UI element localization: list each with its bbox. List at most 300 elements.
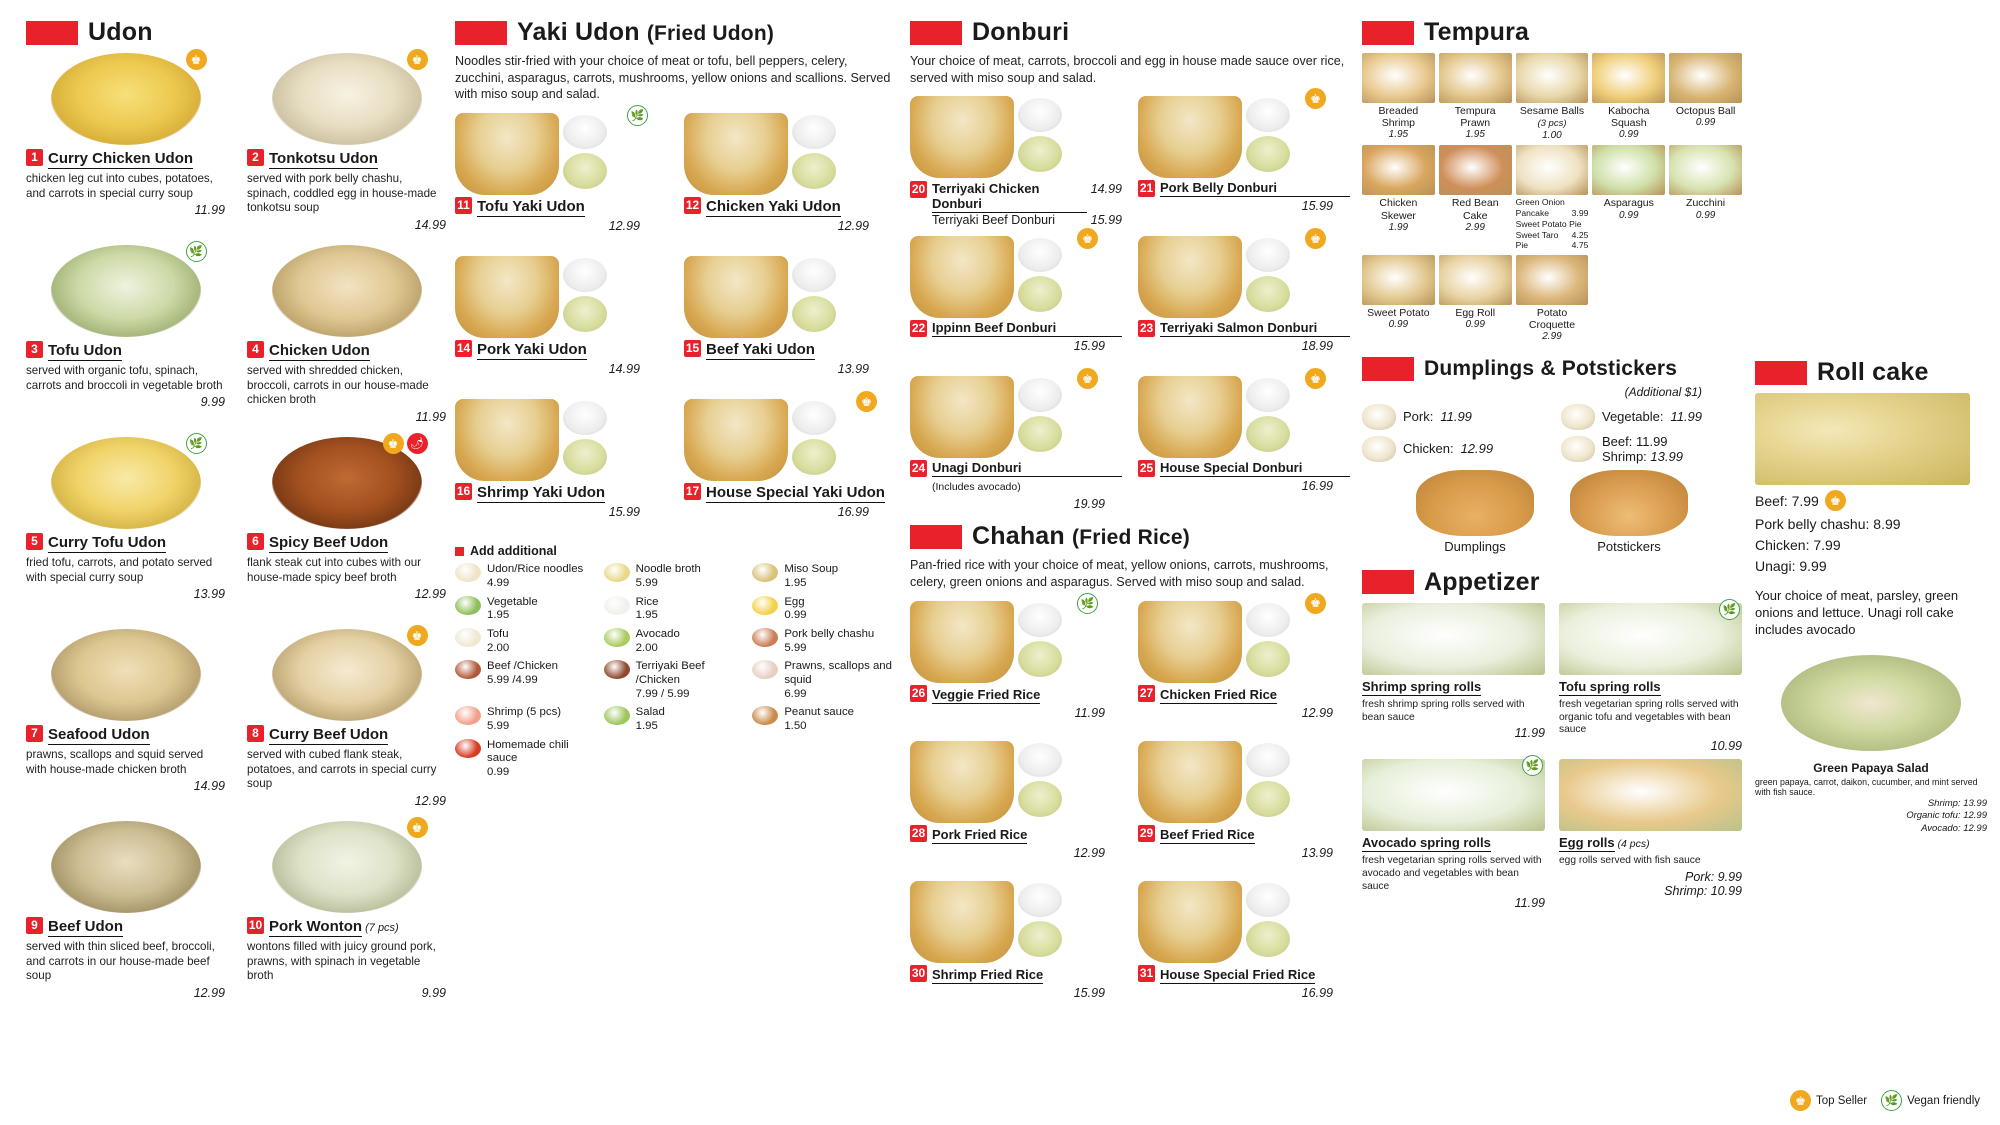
ingredient-name: Pork belly chashu xyxy=(784,627,875,640)
papaya-block xyxy=(1755,761,1987,835)
item-name: Terriyaki Chicken Donburi xyxy=(932,181,1087,213)
item-name: Zucchini xyxy=(1686,197,1726,210)
leaf-icon: 🌿 xyxy=(1881,1090,1902,1111)
dumpling-label: Vegetable: xyxy=(1602,409,1664,425)
item-name: Red Bean Cake xyxy=(1451,197,1499,222)
item-price: 14.99 xyxy=(414,217,446,232)
ingredient-name: Tofu xyxy=(487,627,509,640)
udon-photo xyxy=(272,245,422,337)
dumpling-price: 11.99 xyxy=(1440,409,1472,425)
yaki-item[interactable] xyxy=(455,254,666,395)
item-name: Egg rolls xyxy=(1559,835,1615,851)
udon-item-grid xyxy=(26,53,446,1009)
leaf-icon: 🌿 xyxy=(1522,755,1543,776)
appetizer-item[interactable] xyxy=(1362,603,1545,754)
chahan-photo xyxy=(1138,599,1328,685)
crown-icon: ♚ xyxy=(1305,88,1326,109)
section-tempura-dumplings-appetizer xyxy=(1362,18,1742,910)
item-price-2: 4.25 xyxy=(1571,229,1589,240)
yaki-photo xyxy=(684,397,874,483)
add-additional-item xyxy=(455,706,598,733)
ingredient-icon xyxy=(604,628,630,647)
item-name: House Special Yaki Udon xyxy=(706,484,885,502)
yaki-item[interactable] xyxy=(455,397,666,538)
donburi-photo xyxy=(910,94,1100,180)
item-name-suffix: (3 pcs) xyxy=(1537,118,1567,130)
crown-icon: ♚ xyxy=(407,817,428,838)
yaki-item[interactable] xyxy=(684,394,895,538)
item-description: served with thin sliced beef, broccoli, and carrots in our house-made beef soup xyxy=(26,940,215,983)
item-name: Avocado spring rolls xyxy=(1362,835,1491,851)
tempura-photo xyxy=(1592,53,1665,103)
chahan-title-sub: (Fried Rice) xyxy=(1072,526,1190,550)
item-number: 17 xyxy=(685,484,700,499)
crown-icon: ♚ xyxy=(383,433,404,454)
item-price: 11.99 xyxy=(415,409,446,424)
item-price: 0.99 xyxy=(1465,319,1485,331)
tempura-item[interactable] xyxy=(1516,255,1589,343)
udon-photo xyxy=(51,53,201,145)
ingredient-price: 0.99 xyxy=(487,766,510,779)
yaki-title-main: Yaki Udon xyxy=(517,18,640,46)
item-name-suffix: (7 pcs) xyxy=(362,922,399,934)
donburi-item[interactable] xyxy=(910,371,1122,512)
ingredient-icon xyxy=(604,706,630,725)
ingredient-name: Noodle broth xyxy=(635,563,701,576)
item-name: Curry Chicken Udon xyxy=(48,150,194,167)
chahan-item[interactable] xyxy=(910,599,1122,737)
udon-photo-wrap xyxy=(51,629,201,721)
ingredient-price: 1.50 xyxy=(784,720,807,733)
item-price: 15.99 xyxy=(1073,339,1105,354)
donburi-photo-wrap xyxy=(910,231,1122,320)
chahan-photo-wrap xyxy=(910,739,1122,825)
item-description: flank steak cut into cubes with our house-made spicy beef broth xyxy=(247,556,421,584)
item-price: 1.95 xyxy=(1388,129,1409,141)
ingredient-name: Terriyaki Beef /Chicken xyxy=(635,660,705,687)
item-number: 31 xyxy=(1139,965,1154,980)
item-price: 12.99 xyxy=(1073,845,1105,860)
item-price: 2.99 xyxy=(1465,221,1485,233)
crown-icon: ♚ xyxy=(1790,1090,1811,1111)
item-price: 10.99 xyxy=(1710,739,1742,754)
tempura-header xyxy=(1362,18,1742,47)
item-price: 1.95 xyxy=(1465,129,1485,141)
appetizer-photo xyxy=(1559,603,1742,675)
item-description: egg rolls served with fish sauce xyxy=(1559,855,1701,867)
ingredient-icon xyxy=(752,596,778,615)
crown-icon: ♚ xyxy=(407,49,428,70)
ingredient-price: 2.00 xyxy=(635,641,658,654)
item-name: Sweet Potato xyxy=(1367,307,1430,320)
ingredient-icon xyxy=(752,628,778,647)
papaya-prices xyxy=(1755,798,1987,835)
udon-photo xyxy=(272,53,422,145)
item-price: 15.99 xyxy=(1301,199,1333,214)
dumplings-photos xyxy=(1362,470,1742,554)
leaf-icon: 🌿 xyxy=(1077,593,1098,614)
donburi-photo xyxy=(910,234,1100,320)
chahan-photo xyxy=(910,739,1100,825)
add-additional-header xyxy=(455,544,895,558)
dumplings-photo xyxy=(1416,470,1534,536)
item-price: 0.99 xyxy=(1388,319,1409,331)
ingredient-name: Udon/Rice noodles xyxy=(487,563,584,576)
section-yaki-udon xyxy=(455,18,895,780)
yaki-photo xyxy=(455,254,645,340)
tempura-photo xyxy=(1362,255,1435,305)
rollcake-label: Unagi: 9.99 xyxy=(1755,558,1827,574)
udon-photo-wrap xyxy=(272,629,422,721)
yaki-item[interactable] xyxy=(684,254,895,395)
item-number: 4 xyxy=(247,341,264,358)
item-price: Pork: 9.99 Shrimp: 10.99 xyxy=(1664,870,1742,899)
legend-item xyxy=(1881,1090,1980,1111)
udon-photo-wrap xyxy=(51,821,201,913)
udon-item[interactable] xyxy=(26,245,225,433)
udon-item[interactable] xyxy=(26,821,225,1009)
udon-item[interactable] xyxy=(247,821,446,1009)
item-name: Potato Croquette xyxy=(1528,307,1576,332)
item-price: 9.99 xyxy=(421,985,446,1000)
tempura-item[interactable] xyxy=(1362,145,1435,251)
papaya-price: Organic tofu: 12.99 xyxy=(1906,810,1987,822)
item-price: 14.99 xyxy=(1090,182,1122,197)
item-number: 27 xyxy=(1139,685,1154,700)
yaki-item-grid xyxy=(455,111,895,538)
ingredient-name: Vegetable xyxy=(487,595,538,608)
red-bar-icon xyxy=(26,21,78,45)
udon-photo xyxy=(51,629,201,721)
tempura-item[interactable] xyxy=(1592,53,1665,141)
item-name: Curry Beef Udon xyxy=(269,726,389,743)
rollcake-note: Your choice of meat, parsley, green onions and lettuce. Unagi roll cake includes avocado xyxy=(1755,588,1959,637)
item-price: 18.99 xyxy=(1301,339,1333,354)
appetizer-item[interactable] xyxy=(1559,759,1742,910)
item-description: fresh vegetarian spring rolls served with organic tofu and vegetables with bean sauce xyxy=(1559,698,1739,736)
add-additional-item xyxy=(604,706,747,733)
legend-item xyxy=(1790,1090,1867,1111)
legend-label: Top Seller xyxy=(1815,1094,1868,1107)
rollcake-label: Beef: 7.99 xyxy=(1755,492,1819,509)
yaki-item[interactable] xyxy=(455,111,666,252)
dumpling-price: 12.99 xyxy=(1460,441,1494,457)
ingredient-price: 2.00 xyxy=(487,641,510,654)
item-name: Green Onion Pancake 3.99 xyxy=(1515,197,1589,219)
dumpling-label: Pork: xyxy=(1403,409,1434,425)
yaki-photo-wrap xyxy=(455,111,666,197)
dumpling-price: 11.99 xyxy=(1670,409,1703,425)
red-bar-icon xyxy=(1362,357,1414,381)
tempura-photo xyxy=(1439,145,1512,195)
add-additional-item xyxy=(604,628,747,655)
papaya-desc: green papaya, carrot, daikon, cucumber, and mint served with fish sauce. xyxy=(1755,776,1978,798)
papaya-price: Avocado: 12.99 xyxy=(1921,822,1987,834)
tempura-item[interactable] xyxy=(1669,145,1742,251)
item-price: 16.99 xyxy=(837,505,869,520)
item-price: 9.99 xyxy=(200,395,225,410)
udon-title: Udon xyxy=(88,18,153,46)
item-name: Curry Tofu Udon xyxy=(48,534,167,551)
dumpling-photo xyxy=(1561,436,1595,462)
udon-item[interactable] xyxy=(247,629,446,817)
item-description: chicken leg cut into cubes, potatoes, and carrots in special curry soup xyxy=(26,172,213,200)
rollcake-price-line xyxy=(1755,516,1987,532)
item-number: 8 xyxy=(247,725,264,742)
chahan-item[interactable] xyxy=(910,879,1122,1017)
dumpling-price-row xyxy=(1362,404,1543,430)
donburi-item[interactable] xyxy=(910,231,1122,372)
item-name: Kabocha Squash xyxy=(1608,105,1650,130)
tempura-item[interactable] xyxy=(1516,145,1589,251)
leaf-icon: 🌿 xyxy=(186,433,207,454)
ingredient-name: Rice xyxy=(635,595,659,608)
chahan-photo xyxy=(910,879,1100,965)
yaki-title-sub: (Fried Udon) xyxy=(646,22,775,45)
appetizer-item[interactable] xyxy=(1559,603,1742,754)
item-name: Egg Roll xyxy=(1455,307,1496,320)
tempura-item[interactable] xyxy=(1362,53,1435,141)
chahan-item[interactable] xyxy=(910,739,1122,877)
donburi-item[interactable] xyxy=(1138,231,1350,372)
donburi-description: Your choice of meat, carrots, broccoli and egg in house made sauce over rice, served with miso soup and salad. xyxy=(910,54,1345,85)
add-additional-block xyxy=(455,544,895,780)
add-additional-title: Add additional xyxy=(470,544,557,559)
udon-item[interactable] xyxy=(247,53,446,241)
tempura-photo xyxy=(1362,145,1435,195)
leaf-icon: 🌿 xyxy=(186,241,207,262)
ingredient-price: 5.99 xyxy=(784,641,807,654)
crown-icon: ♚ xyxy=(1305,593,1326,614)
red-square-icon xyxy=(455,547,464,556)
ingredient-name: Beef /Chicken xyxy=(487,660,558,673)
ingredient-price: 5.99 /4.99 xyxy=(487,674,538,687)
dumplings-title: Dumplings & Potstickers xyxy=(1424,356,1678,380)
dumpling-price-row xyxy=(1561,434,1742,464)
ingredient-price: 0.99 xyxy=(784,609,807,622)
item-name: Ippinn Beef Donburi xyxy=(932,320,1122,337)
red-bar-icon xyxy=(455,21,507,45)
item-number: 23 xyxy=(1139,321,1154,336)
item-name: Pork Belly Donburi xyxy=(1160,180,1350,197)
chahan-photo-wrap xyxy=(1138,596,1350,685)
item-name: Shrimp spring rolls xyxy=(1362,678,1482,694)
item-name: Tofu Yaki Udon xyxy=(477,198,585,216)
tempura-item[interactable] xyxy=(1439,53,1512,141)
ingredient-icon xyxy=(604,660,630,679)
yaki-photo xyxy=(455,111,645,197)
item-name: Asparagus xyxy=(1603,197,1654,210)
item-number: 25 xyxy=(1139,461,1154,476)
yaki-photo-wrap xyxy=(684,394,895,483)
item-name: Spicy Beef Udon xyxy=(269,534,389,551)
ingredient-icon xyxy=(455,596,481,615)
add-additional-item xyxy=(752,660,895,701)
rollcake-label: Chicken: 7.99 xyxy=(1755,537,1841,553)
ingredient-icon xyxy=(752,660,778,679)
tempura-item[interactable] xyxy=(1669,53,1742,141)
crown-icon: ♚ xyxy=(1305,368,1326,389)
tempura-item[interactable] xyxy=(1516,53,1589,141)
chahan-header xyxy=(910,522,1350,551)
donburi-item[interactable] xyxy=(1138,371,1350,512)
red-bar-icon xyxy=(1755,361,1807,385)
item-price: 12.99 xyxy=(414,793,446,808)
item-number: 5 xyxy=(26,533,43,550)
appetizer-photo xyxy=(1362,759,1545,831)
ingredient-price: 1.95 xyxy=(635,609,658,622)
yaki-description: Noodles stir-fried with your choice of meat or tofu, bell peppers, celery, zucchini, asparagus, carrots, mushrooms, yellow onions and scallions. Served with miso soup and salad. xyxy=(455,54,891,102)
ingredient-name: Egg xyxy=(784,595,805,608)
section-roll-cake xyxy=(1755,18,1987,835)
yaki-title xyxy=(517,18,774,47)
add-additional-item xyxy=(455,596,598,623)
dumplings-note: (Additional $1) xyxy=(1624,384,1702,399)
ingredient-icon xyxy=(752,706,778,725)
rollcake-label: Pork belly chashu: 8.99 xyxy=(1755,516,1901,532)
add-additional-item xyxy=(752,563,895,590)
item-name: Breaded Shrimp xyxy=(1378,105,1419,130)
item-price: 19.99 xyxy=(1073,497,1105,512)
item-name: Beef Udon xyxy=(48,918,123,935)
item-price: 11.99 xyxy=(1514,895,1545,910)
legend xyxy=(1790,1090,1980,1111)
item-name: Chicken Fried Rice xyxy=(1160,686,1278,702)
appetizer-item[interactable] xyxy=(1362,759,1545,910)
rollcake-title: Roll cake xyxy=(1817,358,1929,386)
udon-item[interactable] xyxy=(26,629,225,817)
udon-photo-wrap xyxy=(51,53,201,145)
tempura-item[interactable] xyxy=(1439,145,1512,251)
red-bar-icon xyxy=(910,21,962,45)
udon-photo xyxy=(51,821,201,913)
item-description: served with cubed flank steak, potatoes, and carrots in special curry soup xyxy=(247,748,437,791)
donburi-item-grid xyxy=(910,91,1350,512)
item-name: Octopus Ball xyxy=(1675,105,1736,117)
red-bar-icon xyxy=(910,525,962,549)
donburi-photo xyxy=(1138,234,1328,320)
item-number: 10 xyxy=(248,918,263,932)
ingredient-icon xyxy=(604,596,630,615)
udon-photo xyxy=(272,629,422,721)
item-name-2: Sweet Potato Pie 4.25 xyxy=(1515,218,1589,240)
leaf-icon: 🌿 xyxy=(1719,599,1740,620)
item-name: Shrimp Yaki Udon xyxy=(477,484,606,502)
rollcake-header xyxy=(1755,358,1987,387)
item-number: 6 xyxy=(247,533,264,550)
ingredient-name: Shrimp (5 pcs) xyxy=(487,706,562,719)
papaya-price: Shrimp: 13.99 xyxy=(1927,798,1987,810)
add-additional-grid xyxy=(455,563,895,780)
item-number: 29 xyxy=(1139,825,1154,840)
item-price-3: 4.75 xyxy=(1571,240,1589,251)
tempura-item[interactable] xyxy=(1439,255,1512,343)
item-description: prawns, scallops and squid served with house-made chicken broth xyxy=(26,748,204,776)
appetizer-header xyxy=(1362,568,1742,597)
chahan-photo-wrap xyxy=(910,879,1122,965)
add-additional-item xyxy=(752,596,895,623)
item-price: 2.99 xyxy=(1542,331,1562,343)
add-additional-item xyxy=(455,739,598,780)
donburi-photo xyxy=(1138,374,1328,460)
donburi-item[interactable] xyxy=(910,94,1122,232)
item-number: 7 xyxy=(26,725,43,742)
item-number: 24 xyxy=(911,461,926,476)
item-price: 0.99 xyxy=(1695,117,1716,129)
yaki-photo-wrap xyxy=(684,254,895,340)
item-price: 13.99 xyxy=(837,362,869,377)
yaki-photo-wrap xyxy=(684,111,895,197)
add-additional-item xyxy=(455,628,598,655)
chahan-photo-wrap xyxy=(1138,879,1350,965)
yaki-photo xyxy=(455,397,645,483)
yaki-photo xyxy=(684,111,874,197)
item-name: Pork Wonton xyxy=(269,918,363,935)
udon-photo-wrap xyxy=(272,437,422,529)
crown-icon: ♚ xyxy=(1305,228,1326,249)
dumpling-photo xyxy=(1561,404,1595,430)
donburi-photo-wrap xyxy=(1138,231,1350,320)
udon-item[interactable] xyxy=(26,437,225,625)
donburi-item[interactable] xyxy=(1138,91,1350,232)
papaya-title: Green Papaya Salad xyxy=(1813,760,1929,775)
ingredient-price: 7.99 / 5.99 xyxy=(635,687,690,700)
add-additional-item xyxy=(604,660,747,701)
crown-icon: ♚ xyxy=(186,49,207,70)
tempura-photo xyxy=(1439,53,1512,103)
tempura-photo xyxy=(1362,53,1435,103)
chahan-photo-wrap xyxy=(910,599,1122,685)
dumpling-label: Chicken: xyxy=(1403,441,1454,457)
chahan-item[interactable] xyxy=(1138,596,1350,737)
red-bar-icon xyxy=(1362,21,1414,45)
ingredient-name: Homemade chili sauce xyxy=(487,738,569,765)
add-additional-item xyxy=(455,660,598,701)
item-price-alt: 15.99 xyxy=(1090,213,1122,228)
yaki-item[interactable] xyxy=(684,111,895,252)
item-price: 0.99 xyxy=(1695,209,1716,221)
tempura-photo xyxy=(1592,145,1665,195)
rollcake-prices xyxy=(1755,490,1987,574)
add-additional-item xyxy=(604,596,747,623)
ingredient-name: Peanut sauce xyxy=(784,706,854,719)
item-name: Pork Yaki Udon xyxy=(477,341,587,359)
item-number: 22 xyxy=(911,321,926,336)
udon-item[interactable] xyxy=(247,437,446,625)
item-name: Sesame Balls (3 pcs) xyxy=(1519,105,1585,130)
chahan-item[interactable] xyxy=(1138,739,1350,877)
chahan-item[interactable] xyxy=(1138,879,1350,1017)
dumpling-photo xyxy=(1362,404,1396,430)
tempura-item[interactable] xyxy=(1592,145,1665,251)
item-description: wontons filled with juicy ground pork, prawns, with spinach in vegetable broth xyxy=(247,940,436,983)
tempura-grid xyxy=(1362,53,1742,343)
item-price: 15.99 xyxy=(608,505,640,520)
chahan-photo xyxy=(1138,879,1328,965)
tempura-photo xyxy=(1669,145,1742,195)
crown-icon: ♚ xyxy=(1825,490,1846,511)
udon-item[interactable] xyxy=(26,53,225,241)
udon-photo xyxy=(51,245,201,337)
item-number: 15 xyxy=(685,341,700,356)
section-udon xyxy=(26,18,446,1009)
item-description: served with organic tofu, spinach, carrots and broccoli in vegetable broth xyxy=(26,364,223,392)
item-price: 13.99 xyxy=(193,587,225,602)
item-price: 12.99 xyxy=(1301,705,1333,720)
udon-item[interactable] xyxy=(247,245,446,433)
dumpling-price-row xyxy=(1362,434,1543,464)
tempura-item[interactable] xyxy=(1362,255,1435,343)
